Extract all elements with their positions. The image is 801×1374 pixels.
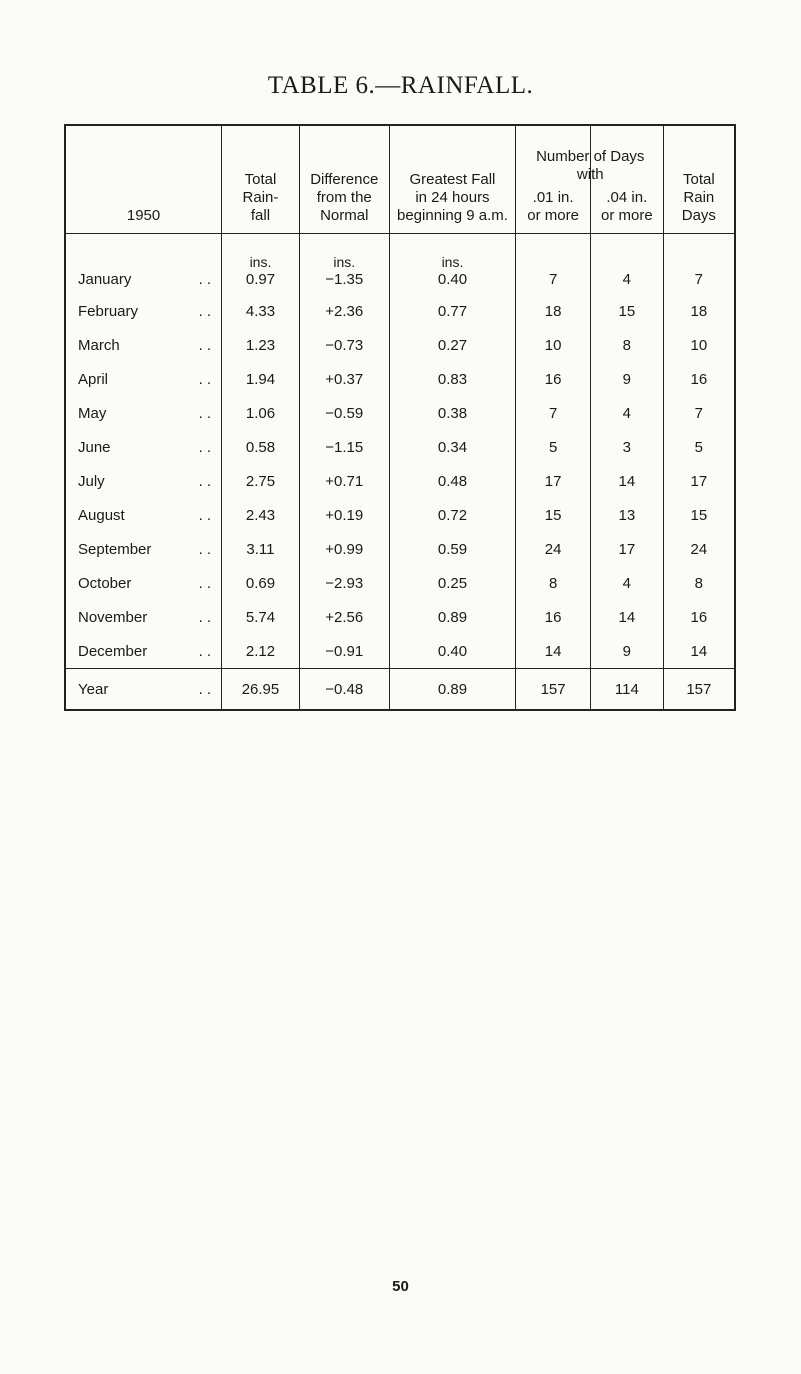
leader-dots: . .: [198, 271, 212, 288]
table-row: [65, 600, 735, 634]
leader-dots: . .: [198, 404, 212, 422]
rain-days-cell: 7: [663, 234, 735, 295]
days-01-cell: 24: [516, 532, 591, 566]
difference-cell: −2.93: [299, 566, 389, 600]
days-04-cell: 13: [590, 498, 663, 532]
days-04-cell: 14: [590, 464, 663, 498]
greatest-cell: ins. 0.40: [389, 234, 516, 295]
days-04-cell: 4: [590, 566, 663, 600]
table-row: [65, 532, 735, 566]
leader-dots: . .: [198, 540, 212, 558]
header-row: [65, 125, 735, 234]
rain-days-cell: 16: [663, 600, 735, 634]
table-row: [65, 430, 735, 464]
days-01-cell: 15: [516, 498, 591, 532]
table-row: [65, 362, 735, 396]
greatest-cell: 0.89: [389, 600, 516, 634]
days-01-cell: 18: [516, 294, 591, 328]
leader-dots: . .: [198, 574, 212, 592]
leader-dots: . .: [198, 302, 212, 320]
difference-cell: +2.36: [299, 294, 389, 328]
year-label-cell: Year . .: [65, 669, 222, 711]
days-04-cell: 9: [590, 362, 663, 396]
days-01-cell: 10: [516, 328, 591, 362]
greatest-cell: 0.48: [389, 464, 516, 498]
month-cell: January . .: [65, 234, 222, 295]
month-cell: October . .: [65, 566, 222, 600]
month-cell: March . .: [65, 328, 222, 362]
days-01-cell: 8: [516, 566, 591, 600]
total-cell: 2.12: [222, 634, 300, 669]
greatest-cell: 0.38: [389, 396, 516, 430]
year-days-01-cell: 157: [516, 669, 591, 711]
total-cell: 0.69: [222, 566, 300, 600]
table-title: TABLE 6.—RAINFALL.: [267, 72, 534, 99]
days-01-cell: 7: [516, 234, 591, 295]
header-total-rainfall: Total Rain- fall: [222, 125, 300, 234]
days-04-cell: 4: [590, 396, 663, 430]
greatest-cell: 0.40: [389, 634, 516, 669]
table-row: [65, 634, 735, 669]
total-cell: 0.58: [222, 430, 300, 464]
leader-dots: . .: [198, 680, 212, 698]
rainfall-table: [64, 124, 736, 711]
greatest-cell: 0.34: [389, 430, 516, 464]
difference-cell: ins. −1.35: [299, 234, 389, 295]
table-row: [65, 566, 735, 600]
total-cell: 4.33: [222, 294, 300, 328]
year-total-row: [65, 669, 735, 711]
days-04-cell: 14: [590, 600, 663, 634]
rain-days-cell: 17: [663, 464, 735, 498]
leader-dots: . .: [198, 370, 212, 388]
difference-cell: +0.71: [299, 464, 389, 498]
leader-dots: . .: [198, 506, 212, 524]
leader-dots: . .: [198, 642, 212, 660]
table-body: [65, 234, 735, 711]
year-total-cell: 26.95: [222, 669, 300, 711]
rain-days-cell: 5: [663, 430, 735, 464]
rain-days-cell: 14: [663, 634, 735, 669]
page-number: 50: [392, 1278, 409, 1295]
greatest-cell: 0.72: [389, 498, 516, 532]
total-cell: ins. 0.97: [222, 234, 300, 295]
total-cell: 2.43: [222, 498, 300, 532]
table-row: [65, 498, 735, 532]
month-cell: February . .: [65, 294, 222, 328]
leader-dots: . .: [198, 336, 212, 354]
days-01-cell: 16: [516, 362, 591, 396]
leader-dots: . .: [198, 472, 212, 490]
difference-cell: −0.91: [299, 634, 389, 669]
total-cell: 2.75: [222, 464, 300, 498]
greatest-cell: 0.25: [389, 566, 516, 600]
greatest-cell: 0.83: [389, 362, 516, 396]
header-days-01: Number of Days with .01 in. or more: [516, 125, 591, 234]
difference-cell: +0.99: [299, 532, 389, 566]
days-04-cell: 15: [590, 294, 663, 328]
greatest-cell: 0.27: [389, 328, 516, 362]
difference-cell: −0.59: [299, 396, 389, 430]
year-difference-cell: −0.48: [299, 669, 389, 711]
total-cell: 1.06: [222, 396, 300, 430]
table-row: [65, 464, 735, 498]
days-01-cell: 5: [516, 430, 591, 464]
greatest-cell: 0.59: [389, 532, 516, 566]
greatest-cell: 0.77: [389, 294, 516, 328]
header-difference: Difference from the Normal: [299, 125, 389, 234]
unit-label: ins.: [249, 254, 272, 270]
month-cell: June . .: [65, 430, 222, 464]
total-cell: 3.11: [222, 532, 300, 566]
header-days-group: Number of Days with: [536, 148, 645, 183]
month-cell: April . .: [65, 362, 222, 396]
rain-days-cell: 18: [663, 294, 735, 328]
days-01-cell: 14: [516, 634, 591, 669]
header-greatest-fall: Greatest Fall in 24 hours beginning 9 a.m.: [389, 125, 516, 234]
unit-label: ins.: [441, 254, 464, 270]
total-cell: 1.23: [222, 328, 300, 362]
difference-cell: −0.73: [299, 328, 389, 362]
rain-days-cell: 7: [663, 396, 735, 430]
header-days-04: .04 in. or more: [590, 125, 663, 234]
header-year: 1950: [65, 125, 222, 234]
rain-days-cell: 15: [663, 498, 735, 532]
difference-cell: −1.15: [299, 430, 389, 464]
leader-dots: . .: [198, 438, 212, 456]
rain-days-cell: 16: [663, 362, 735, 396]
days-01-cell: 16: [516, 600, 591, 634]
leader-dots: . .: [198, 608, 212, 626]
rain-days-cell: 10: [663, 328, 735, 362]
total-cell: 5.74: [222, 600, 300, 634]
days-04-cell: 4: [590, 234, 663, 295]
days-01-cell: 17: [516, 464, 591, 498]
days-04-cell: 9: [590, 634, 663, 669]
month-cell: May . .: [65, 396, 222, 430]
month-cell: December . .: [65, 634, 222, 669]
unit-label: ins.: [333, 254, 356, 270]
difference-cell: +2.56: [299, 600, 389, 634]
year-rain-days-cell: 157: [663, 669, 735, 711]
difference-cell: +0.37: [299, 362, 389, 396]
total-cell: 1.94: [222, 362, 300, 396]
header-total-rain-days: Total Rain Days: [663, 125, 735, 234]
table-row: [65, 396, 735, 430]
month-cell: July . .: [65, 464, 222, 498]
rain-days-cell: 24: [663, 532, 735, 566]
table-row: [65, 328, 735, 362]
days-04-cell: 3: [590, 430, 663, 464]
rain-days-cell: 8: [663, 566, 735, 600]
days-04-cell: 8: [590, 328, 663, 362]
month-cell: August . .: [65, 498, 222, 532]
month-cell: September . .: [65, 532, 222, 566]
table-row: [65, 234, 735, 295]
year-greatest-cell: 0.89: [389, 669, 516, 711]
days-01-cell: 7: [516, 396, 591, 430]
year-days-04-cell: 114: [590, 669, 663, 711]
days-04-cell: 17: [590, 532, 663, 566]
table-row: [65, 294, 735, 328]
difference-cell: +0.19: [299, 498, 389, 532]
month-cell: November . .: [65, 600, 222, 634]
